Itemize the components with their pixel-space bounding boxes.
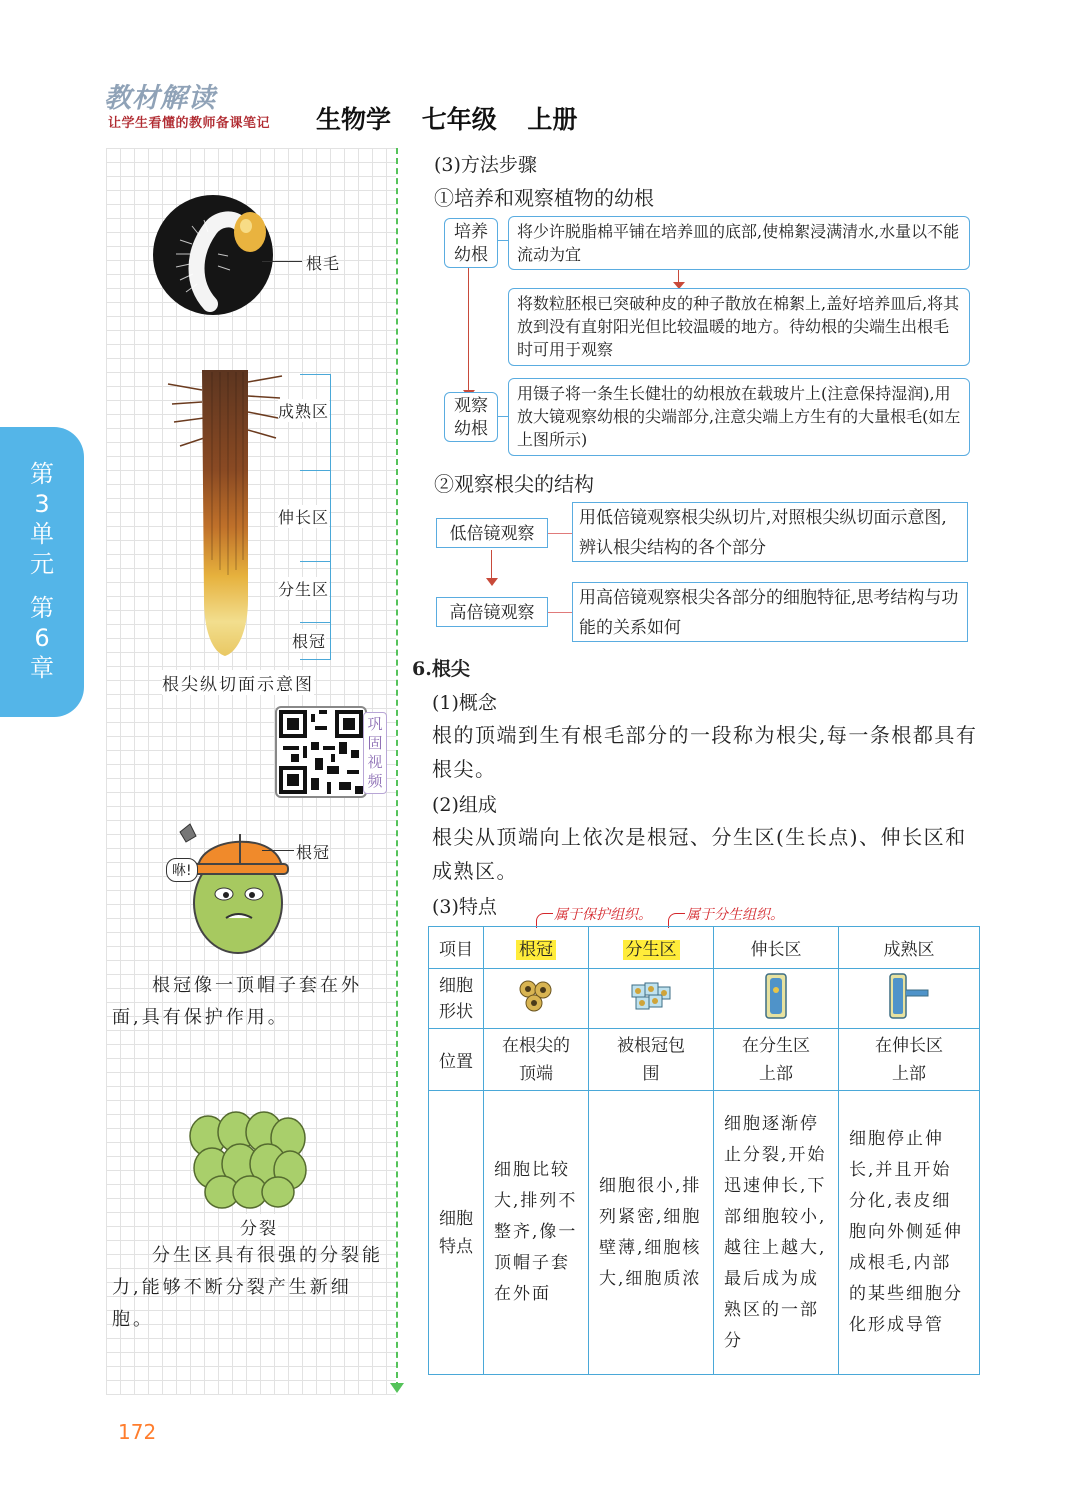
zone-bracket-mature	[300, 374, 331, 471]
highlight-root-cap: 根冠	[516, 940, 556, 960]
zone-label-mature: 成熟区	[278, 399, 329, 422]
feature-root-cap: 细胞比较大,排列不整齐,像一顶帽子套在外面	[484, 1091, 589, 1375]
feature-title: (3)特点	[432, 896, 497, 918]
observe-step-box: 用镊子将一条生长健壮的幼根放在载玻片上(注意保持湿润),用放大镜观察幼根的尖端部分,注意尖端上方生有的大量根毛(如左上图所示)	[508, 378, 970, 456]
row-label-shape: 细胞形状	[429, 969, 484, 1029]
side-tab-char: 单	[30, 520, 54, 548]
seedling-root-hair-photo	[152, 194, 274, 316]
feature-mature: 细胞停止伸长,并且开始分化,表皮细胞向外侧延伸成根毛,内部的某些细胞分化形成导管	[839, 1091, 980, 1375]
book-title: 生物学 七年级 上册	[316, 105, 578, 134]
annotation-meristematic: 属于分生组织。	[686, 907, 784, 923]
root-hair-pointer-line	[262, 261, 302, 262]
side-tab-char: 第	[30, 460, 54, 488]
flow2-connector-low	[548, 533, 572, 534]
side-tab-char: 6	[34, 624, 50, 652]
chapter-side-tab	[0, 427, 84, 717]
root-cap-note: 根冠像一顶帽子套在外面,具有保护作用。	[112, 975, 362, 1028]
brand-title: 教材解读	[104, 83, 216, 114]
divider-dashed-line	[396, 148, 398, 1388]
position-elongation: 在分生区上部	[714, 1029, 839, 1091]
subheading-culture: ①培养和观察植物的幼根	[434, 186, 654, 210]
section-title: 6.根尖	[412, 658, 470, 680]
high-power-label: 高倍镜观察	[436, 597, 548, 627]
qr-video-label: 巩固视频	[363, 712, 387, 794]
culture-step-box-1: 将少许脱脂棉平铺在培养皿的底部,使棉絮浸满清水,水量以不能流动为宜	[508, 216, 970, 270]
flow1-connector-top	[498, 240, 508, 241]
concept-text: 根的顶端到生有根毛部分的一段称为根尖,每一条根都具有根尖。	[432, 723, 978, 781]
table-header: 成熟区	[839, 927, 980, 969]
diagram-caption: 根尖纵切面示意图	[162, 670, 314, 695]
low-power-label: 低倍镜观察	[436, 518, 548, 548]
side-tab-char: 第	[30, 594, 54, 622]
row-label-features: 细胞特点	[429, 1091, 484, 1375]
culture-root-label: 培养 幼根	[444, 218, 498, 268]
position-root-cap: 在根尖的顶端	[484, 1029, 589, 1091]
cartoon-label: 根冠	[296, 843, 331, 862]
highlight-meristem: 分生区	[623, 940, 680, 960]
cell-shape-elongation-icon	[714, 969, 839, 1029]
table-header: 伸长区	[714, 927, 839, 969]
observe-root-label: 观察 幼根	[444, 392, 498, 442]
cell-shape-root-cap-icon	[484, 969, 589, 1029]
flow2-arrowhead	[486, 578, 498, 586]
page-number: 172	[118, 1420, 157, 1444]
table-header: 项目	[429, 927, 484, 969]
root-hair-label: 根毛	[306, 254, 341, 273]
concept-title: (1)概念	[432, 692, 497, 714]
feature-elongation: 细胞逐渐停止分裂,开始迅速伸长,下部细胞较小,越往上越大,最后成为成熟区的一部分	[714, 1091, 839, 1375]
culture-step-box-2: 将数粒胚根已突破种皮的种子散放在棉絮上,盖好培养皿后,将其放到没有直射阳光但比较温暖的地方。待幼根的尖端生出根毛时可用于观察	[508, 288, 970, 366]
table-header	[589, 927, 714, 969]
position-mature: 在伸长区上部	[839, 1029, 980, 1091]
side-tab-char: 元	[30, 550, 54, 578]
composition-text: 根尖从顶端向上依次是根冠、分生区(生长点)、伸长区和成熟区。	[432, 825, 967, 883]
cartoon-pointer-line	[262, 850, 294, 851]
side-tab-char: 章	[30, 654, 54, 682]
composition-title: (2)组成	[432, 794, 497, 816]
division-caption: 分裂	[240, 1214, 278, 1239]
cell-shape-meristem-icon	[589, 969, 714, 1029]
zone-label-cap: 根冠	[292, 629, 326, 652]
low-power-desc: 用低倍镜观察根尖纵切片,对照根尖纵切面示意图,辨认根尖结构的各个部分	[572, 502, 968, 562]
row-label-position: 位置	[429, 1029, 484, 1091]
side-tab-char: 3	[34, 490, 50, 518]
flow2-arrow-line	[491, 550, 492, 580]
meristem-note: 分生区具有很强的分裂能力,能够不断分裂产生新细胞。	[112, 1245, 383, 1330]
high-power-desc: 用高倍镜观察根尖各部分的细胞特征,思考结构与功能的关系如何	[572, 582, 968, 642]
flow2-connector-high	[548, 612, 572, 613]
step-title: (3)方法步骤	[434, 154, 537, 176]
root-cap-cartoon	[168, 808, 296, 958]
flow1-vertical-line	[468, 268, 469, 392]
cell-division-illustration	[186, 1110, 308, 1210]
qr-code[interactable]	[275, 706, 367, 798]
feature-meristem: 细胞很小,排列紧密,细胞壁薄,细胞核大,细胞质浓	[589, 1091, 714, 1375]
zone-label-meristem: 分生区	[278, 577, 329, 600]
zone-label-elongation: 伸长区	[278, 505, 329, 528]
table-header	[484, 927, 589, 969]
speech-bubble: 咻!	[166, 858, 198, 882]
arrow-down-icon	[390, 1383, 404, 1393]
root-tip-features-table	[428, 926, 980, 1375]
position-meristem: 被根冠包围	[589, 1029, 714, 1091]
root-tip-section-diagram	[160, 360, 290, 660]
annotation-protective: 属于保护组织。	[554, 907, 652, 923]
cell-shape-mature-icon	[839, 969, 980, 1029]
subheading-structure: ②观察根尖的结构	[434, 472, 594, 496]
brand-subtitle: 让学生看懂的教师备课笔记	[108, 116, 271, 131]
flow1-connector-bottom	[498, 416, 508, 417]
